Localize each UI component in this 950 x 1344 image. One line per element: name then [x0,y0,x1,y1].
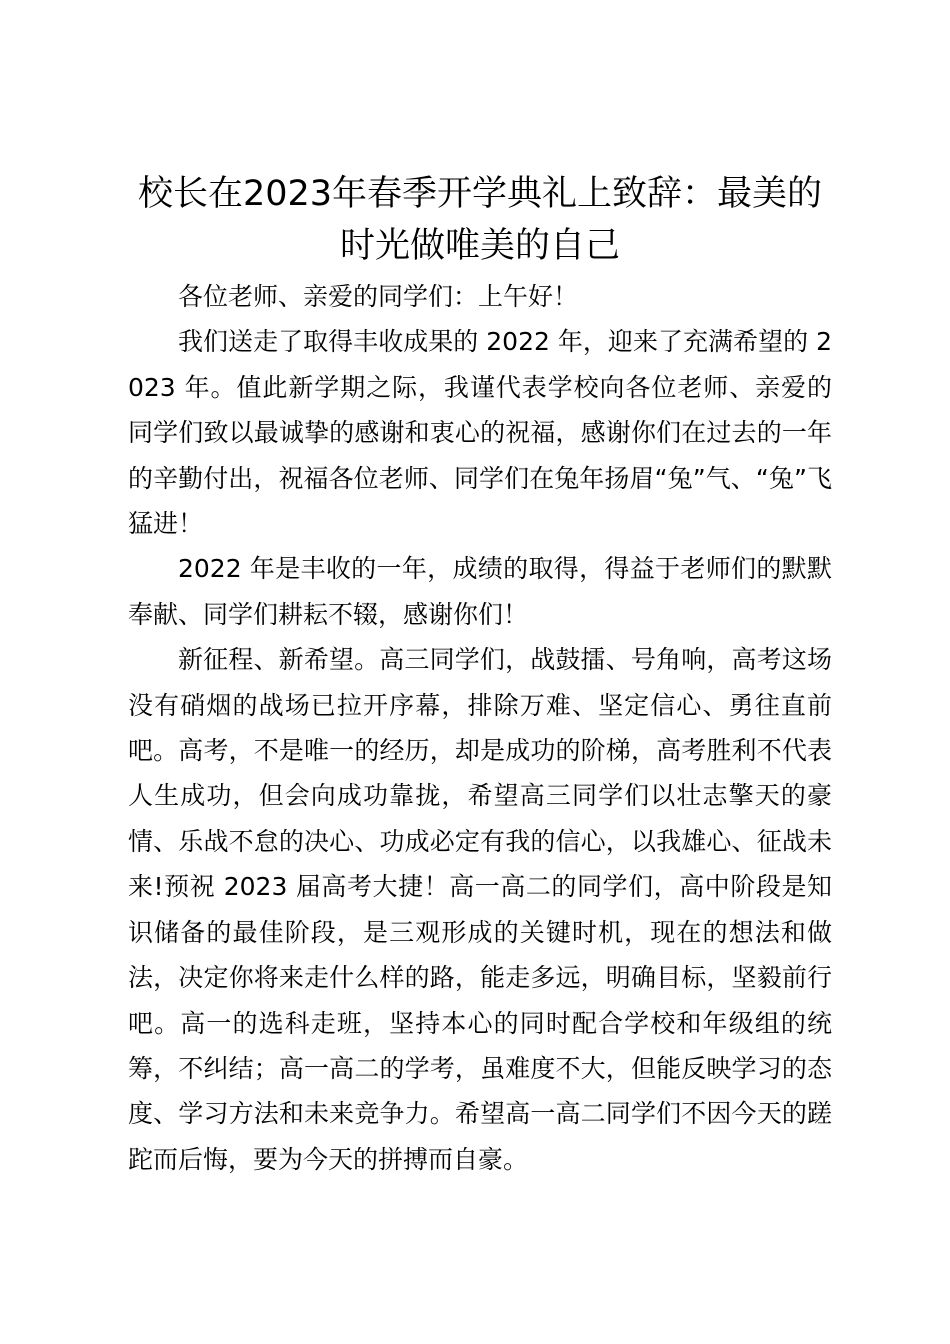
body-paragraph: 2022 年是丰收的一年，成绩的取得，得益于老师们的默默奉献、同学们耕耘不辍，感谢你们！ [128,554,832,629]
document-page [128,168,832,1182]
title-line-1: 校长在2023年春季开学典礼上致辞：最美的 [137,174,823,214]
document-body [128,274,832,1182]
greeting-paragraph: 各位老师、亲爱的同学们：上午好！ [178,282,579,311]
body-paragraph: 我们送走了取得丰收成果的 2022 年，迎来了充满希望的 2023 年。值此新学期之际，我谨代表学校向各位老师、亲爱的同学们致以最诚挚的感谢和衷心的祝福，感谢你们在过去的一年的辛勤付出，祝福各位老师、同学们在兔年扬眉“兔”气、“兔”飞猛进！ [128,327,832,539]
title-line-2: 时光做唯美的自己 [339,226,620,266]
document-title [128,168,832,272]
body-paragraph: 新征程、新希望。高三同学们，战鼓擂、号角响，高考这场没有硝烟的战场已拉开序幕，排除万难、坚定信心、勇往直前吧。高考，不是唯一的经历，却是成功的阶梯，高考胜利不代表人生成功，但会向成功靠拢，希望高三同学们以壮志擎天的豪情、乐战不怠的决心、功成必定有我的信心，以我雄心、征战未来!预祝 2023 届高考大捷！高一高二的同学们，高中阶段是知识储备的最佳阶段，是三观形成的关键时机，现在的想法和做法，决定你将来走什么样的路，能走多远，明确目标，坚毅前行吧。高一的选科走班，坚持本心的同时配合学校和年级组的统筹，不纠结；高一高二的学考，虽难度不大，但能反映学习的态度、学习方法和未来竞争力。希望高一高二同学们不因今天的蹉跎而后悔，要为今天的拼搏而自豪。 [128,645,832,1174]
